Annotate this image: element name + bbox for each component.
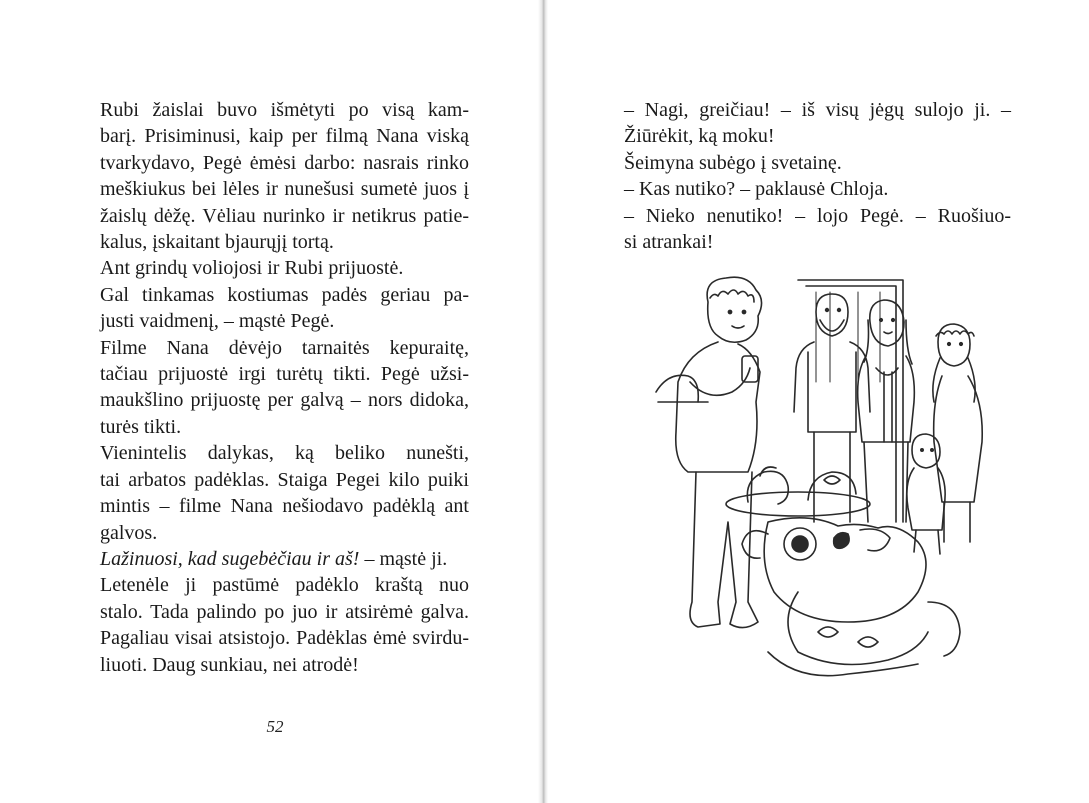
text-line: Filme Nana dėvėjo tarnaitės kepuraitę, xyxy=(100,336,469,359)
text-line: si atrankai! xyxy=(624,231,714,254)
text-line: stalo. Tada palindo po juo ir atsirėmė galva. xyxy=(100,600,469,623)
text-line: kalus, įskaitant bjaurųjį tortą. xyxy=(100,231,334,254)
paragraph-5 xyxy=(100,440,469,546)
text-line: – Nagi, greičiau! – iš visų jėgų sulojo ji. – xyxy=(624,99,1011,121)
text-line: tačiau prijuostė irgi turėtų tikti. Pegė užsi- xyxy=(100,363,469,386)
text-line: mintis – filme Nana nešiodavo padėklą ant xyxy=(100,495,469,518)
book-gutter xyxy=(538,0,548,803)
text-line xyxy=(100,546,469,572)
text-line: liuoti. Daug sunkiau, nei atrodė! xyxy=(100,653,359,676)
paragraph-3 xyxy=(100,282,469,335)
text-line: Gal tinkamas kostiumas padės geriau pa- xyxy=(100,283,469,306)
text-line: – Nieko nenutiko! – lojo Pegė. – Ruošiuo- xyxy=(624,204,1011,227)
text-line: žaislų dėžę. Vėliau nurinko ir netikrus patie- xyxy=(100,204,469,227)
paragraph-1 xyxy=(100,97,469,255)
left-page-text xyxy=(100,97,469,678)
text-line: meškiukus bei lėles ir nunešusi sumetė juos į xyxy=(100,178,469,201)
paragraph-4 xyxy=(100,335,469,441)
family-and-dog-illustration xyxy=(648,272,998,696)
text-line: Letenėle ji pastūmė padėklo kraštą nuo xyxy=(100,574,469,597)
paragraph-6 xyxy=(100,546,469,572)
text-line: tai arbatos padėklas. Staiga Pegei kilo puiki xyxy=(100,468,469,491)
text-line: turės tikti. xyxy=(100,415,182,438)
text-line: barį. Prisiminusi, kaip per filmą Nana viską xyxy=(100,125,469,148)
paragraph-2 xyxy=(100,255,469,281)
italic-tail: – mąstė ji. xyxy=(359,547,448,570)
text-line: Vienintelis dalykas, ką beliko nunešti, xyxy=(100,442,469,465)
text-line: – Kas nutiko? – paklausė Chloja. xyxy=(624,178,889,201)
text-line: justi vaidmenį, – mąstė Pegė. xyxy=(100,310,335,333)
text-line: maukšlino prijuostę per galvą – nors didoka, xyxy=(100,389,469,412)
text-line: galvos. xyxy=(100,521,158,544)
right-page-text xyxy=(624,97,1011,255)
text-line: Rubi žaislai buvo išmėtyti po visą kam- xyxy=(100,99,469,121)
text-line: Šeimyna subėgo į svetainę. xyxy=(624,151,842,174)
italic-thought: Lažinuosi, kad sugebėčiau ir aš! xyxy=(100,547,360,570)
text-line: Žiūrėkit, ką moku! xyxy=(624,125,775,148)
text-line: tvarkydavo, Pegė ėmėsi darbo: nasrais rinko xyxy=(100,151,469,174)
text-line: Ant grindų voliojosi ir Rubi prijuostė. xyxy=(100,257,404,280)
text-line: Pagaliau visai atsistojo. Padėklas ėmė svirdu- xyxy=(100,627,469,650)
page-number: 52 xyxy=(266,717,284,736)
paragraph-7 xyxy=(100,572,469,678)
